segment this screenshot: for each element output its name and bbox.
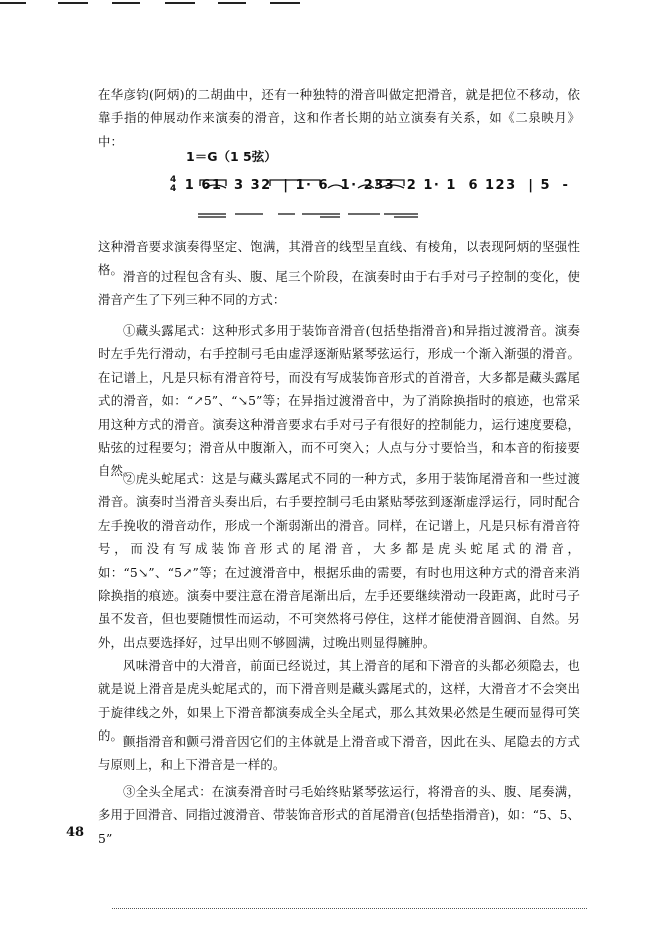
score-key-signature: 1＝G（1 5弦）: [186, 149, 277, 164]
paragraph-full-head: ③全头全尾式：在演奏滑音时弓毛始终贴紧琴弦运行，将滑音的头、腹、尾奏满，多用于回滑音、同指过渡滑音、带装饰音形式的首尾滑音(包括垫指滑音)，如：“5、5、5”: [98, 784, 580, 846]
score-note-group: 5: [540, 177, 552, 193]
top-edge-marks: [0, 0, 655, 8]
score-excerpt: [170, 176, 576, 194]
paragraph-tiger-head: ②虎头蛇尾式：这是与藏头露尾式不同的一种方式，多用于装饰尾滑音和一些过渡滑音。演奏时当滑音头奏出后，右手要控制弓毛由紧贴琴弦到逐渐虚浮运行，同时配合左手挽收的滑音动作，形成一个渐弱渐出的滑音。同样，在记谱上，凡是只标有滑音符号，而没有写成装饰音形式的尾滑音，大多都是虎头蛇尾式的滑音，如：“5↘”、“5↗”等；在过渡滑音中，根据乐曲的需要，有时也用这种方式的滑音来消除换指的痕迹。演奏中要注意在滑音尾渐出后，左手还要继续滑动一段距离，此时弓子虽不发音，但也要随惯性而运动，不可突然将弓停住，这样才能使滑音圆润、自然。另外，出点要选择好，过早出则不够圆满，过晚出则显得臃肿。: [98, 471, 580, 650]
score-note-group: 3 32: [234, 177, 272, 193]
meter-bottom: 4: [170, 184, 177, 194]
score-note-group: 1· 6: [295, 177, 330, 193]
paragraph-character: 这种滑音要求演奏得坚定、饱满，其滑音的线型呈直线、有棱角，以表现阿炳的坚强性格。: [98, 239, 580, 278]
paragraph-intro: 在华彦钧(阿炳)的二胡曲中，还有一种独特的滑音叫做定把滑音，就是把位不移动，依靠手指的伸展动作来演奏的滑音，这和作者长期的站立演奏有关系，如《二泉映月》中：: [98, 87, 580, 149]
score-note-group: 1· 233: [340, 177, 396, 193]
paragraph-big-slide: 风味滑音中的大滑音，前面已经说过，其上滑音的尾和下滑音的头都必须隐去，也就是说上滑音是虎头蛇尾式的，而下滑音则是藏头露尾式的，这样，大滑音才不会突出于旋律线之外，如果上下滑音都演奏成全头全尾式，那么其效果必然是生硬而显得可笑的。: [98, 658, 580, 744]
score-dash: -: [562, 177, 570, 193]
paragraph-hidden-head: ①藏头露尾式：这种形式多用于装饰音滑音(包括垫指滑音)和异指过渡滑音。演奏时左手先行滑动，右手控制弓毛由虚浮逐渐贴紧琴弦运行，形成一个渐入渐强的滑音。在记谱上，凡是只标有滑音符号，而没有写成装饰音形式的首滑音，大多都是藏头露尾式的滑音，如：“↗5”、“↘5”等；在异指过渡滑音中，为了消除换指时的痕迹，也常采用这种方式的滑音。演奏这种滑音要求右手对弓子有很好的控制能力，运行速度要稳，贴弦的过程要匀；滑音从中腹渐入，而不可突入；人点与分寸要恰当，和本音的衔接要自然。: [98, 323, 580, 479]
paragraph-three-stages: 滑音的过程包含有头、腹、尾三个阶段，在演奏时由于右手对弓子控制的变化，使滑音产生了下列三种不同的方式：: [98, 269, 580, 308]
score-note-group: 6 123: [468, 177, 517, 193]
page-number: 48: [66, 825, 85, 840]
score-note-group: 1 61: [184, 177, 223, 193]
bottom-dotted-rule: [112, 908, 587, 909]
score-barline: |: [283, 177, 288, 193]
paragraph-tremolo-slide: 颤指滑音和颤弓滑音因它们的主体就是上滑音或下滑音，因此在头、尾隐去的方式与原则上，和上下滑音是一样的。: [98, 734, 580, 773]
time-signature: [170, 176, 176, 194]
score-barline: |: [528, 177, 533, 193]
meter-top: 4: [170, 175, 177, 185]
score-note-group: 2 1· 1: [406, 177, 457, 193]
